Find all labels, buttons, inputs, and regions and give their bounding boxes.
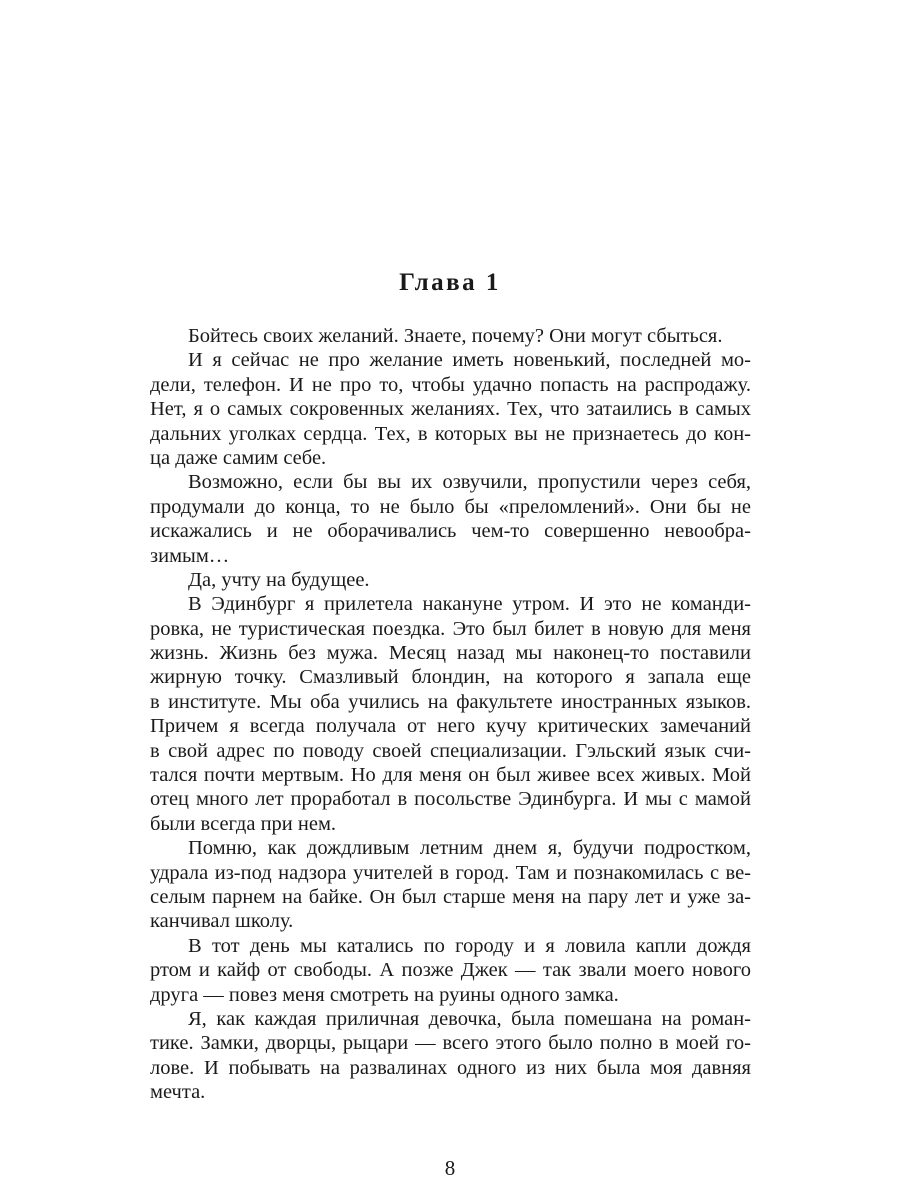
text-line: в институте. Мы оба учились на факультете иностранных языков. [150,690,751,713]
chapter-title: Глава 1 [399,269,501,296]
text-line: ца даже самим себе. [150,446,327,469]
body-text [150,324,751,1105]
text-line: И я сейчас не про желание иметь новенький, последней мо- [188,349,751,372]
text-line: лове. И побывать на развалинах одного из них была моя давняя [150,1056,751,1079]
text-line: канчивал школу. [150,910,294,933]
text-line: отец много лет проработал в посольстве Эдинбурга. И мы с мамой [150,788,751,811]
text-line: тике. Замки, дворцы, рыцари — всего этого было полно в моей го- [150,1032,751,1055]
text-line: мечта. [150,1081,206,1104]
text-line: селым парнем на байке. Он был старше меня на пару лет и уже за- [150,885,751,908]
text-line: В Эдинбург я прилетела накануне утром. И это не команди- [188,593,751,616]
text-line: продумали до конца, то не было бы «преломлений». Они бы не [150,495,751,518]
text-line: тался почти мертвым. Но для меня он был живее всех живых. Мой [150,764,751,787]
text-line: Причем я всегда получала от него кучу критических замечаний [150,715,751,738]
text-line: жирную точку. Смазливый блондин, на которого я запала еще [150,666,751,689]
text-line: дели, телефон. И не про то, чтобы удачно попасть на распродажу. [150,373,751,396]
text-line: искажались и не оборачивались чем-то совершенно невообра- [150,520,751,543]
text-line: Нет, я о самых сокровенных желаниях. Тех, что затаились в самых [150,398,751,421]
text-line: в свой адрес по поводу своей специализации. Гэльский язык счи- [150,739,751,762]
text-line: Я, как каждая приличная девочка, была помешана на роман- [188,1007,751,1030]
text-line: зимым… [150,544,230,567]
page-number: 8 [444,1156,456,1180]
text-line: ровка, не туристическая поездка. Это был билет в новую для меня [150,617,751,640]
text-line: Бойтесь своих желаний. Знаете, почему? Они могут сбыться. [188,325,723,347]
text-line: Да, учту на будущее. [188,568,370,591]
text-line: дальних уголках сердца. Тех, в которых вы не признаетесь до кон- [150,422,751,445]
text-line: ртом и кайф от свободы. А позже Джек — так звали моего нового [150,959,751,982]
text-line: В тот день мы катались по городу и я ловила капли дождя [188,934,751,957]
text-line: удрала из-под надзора учителей в город. Там и познакомилась с ве- [150,861,751,884]
text-line: были всегда при нем. [150,812,337,835]
text-line: Возможно, если бы вы их озвучили, пропустили через себя, [188,471,751,494]
text-line: Помню, как дождливым летним днем я, будучи подростком, [188,837,751,860]
text-line: жизнь. Жизнь без мужа. Месяц назад мы наконец-то поставили [150,642,751,665]
text-line: друга — повез меня смотреть на руины одного замка. [150,983,619,1006]
